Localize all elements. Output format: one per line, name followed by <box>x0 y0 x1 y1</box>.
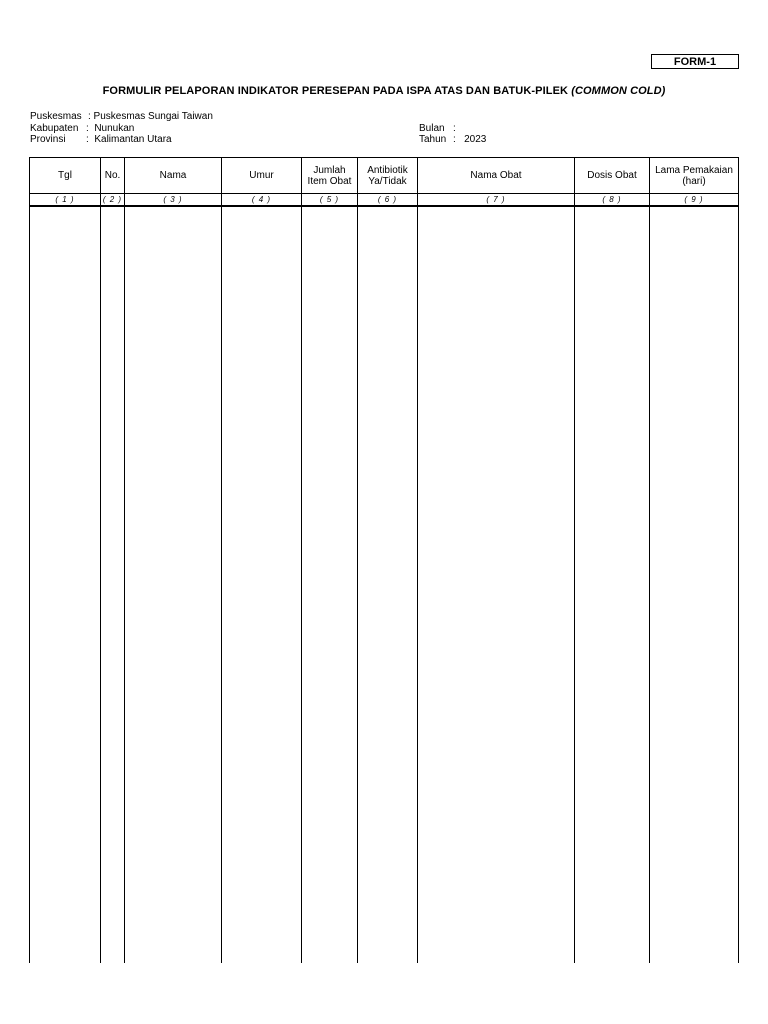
col-header-tgl: Tgl <box>30 158 101 194</box>
lama-pemakaian-line1: Lama Pemakaian <box>655 164 733 176</box>
column-number-row <box>30 194 739 207</box>
lama-pemakaian-line2: (hari) <box>682 175 706 187</box>
col-number-2: ( 2 ) <box>101 194 125 207</box>
table-cell[interactable] <box>222 206 302 963</box>
col-number-3: ( 3 ) <box>125 194 222 207</box>
col-number-7: ( 7 ) <box>418 194 575 207</box>
col-header-nama: Nama <box>125 158 222 194</box>
col-header-no: No. <box>101 158 125 194</box>
table-cell[interactable] <box>30 206 101 963</box>
tahun-value: : 2023 <box>453 134 487 145</box>
col-number-8: ( 8 ) <box>575 194 650 207</box>
antibiotik-line2: Ya/Tidak <box>368 175 407 187</box>
col-number-4: ( 4 ) <box>222 194 302 207</box>
kabupaten-label: Kabupaten <box>30 123 79 134</box>
provinsi-row <box>30 134 172 146</box>
table-body-row <box>30 206 739 963</box>
table-cell[interactable] <box>358 206 418 963</box>
puskesmas-value: : Puskesmas Sungai Taiwan <box>88 111 213 122</box>
col-number-5: ( 5 ) <box>302 194 358 207</box>
jumlah-item-obat-line2: Item Obat <box>307 175 352 187</box>
puskesmas-row <box>30 111 213 123</box>
table-cell[interactable] <box>418 206 575 963</box>
bulan-label: Bulan <box>419 123 445 134</box>
tahun-label: Tahun <box>419 134 447 145</box>
puskesmas-label: Puskesmas <box>30 111 82 122</box>
col-number-6: ( 6 ) <box>358 194 418 207</box>
form-code-label: FORM-1 <box>673 55 717 68</box>
table-cell[interactable] <box>650 206 739 963</box>
col-number-9: ( 9 ) <box>650 194 739 207</box>
col-number-1: ( 1 ) <box>30 194 101 207</box>
col-header-umur: Umur <box>222 158 302 194</box>
table-header-row <box>30 158 739 194</box>
jumlah-item-obat-line1: Jumlah <box>313 164 346 176</box>
kabupaten-value: : Nunukan <box>86 123 135 134</box>
col-header-nama-obat: Nama Obat <box>418 158 575 194</box>
provinsi-value: : Kalimantan Utara <box>86 134 172 145</box>
antibiotik-line1: Antibiotik <box>367 164 408 176</box>
provinsi-label: Provinsi <box>30 134 66 145</box>
col-header-jumlah-item-obat <box>302 158 358 194</box>
tahun-row <box>419 134 486 146</box>
form-title-main: FORMULIR PELAPORAN INDIKATOR PERESEPAN PADA ISPA ATAS DAN BATUK-PILEK <box>102 85 572 97</box>
table-cell[interactable] <box>302 206 358 963</box>
col-header-lama-pemakaian <box>650 158 739 194</box>
report-table <box>29 157 739 963</box>
col-header-dosis-obat: Dosis Obat <box>575 158 650 194</box>
table-cell[interactable] <box>575 206 650 963</box>
col-header-antibiotik <box>358 158 418 194</box>
bulan-value: : <box>453 123 456 134</box>
table-cell[interactable] <box>125 206 222 963</box>
form-title-italic: (COMMON COLD) <box>571 85 666 97</box>
form-code-badge <box>651 54 739 69</box>
form-title <box>0 85 768 97</box>
table-cell[interactable] <box>101 206 125 963</box>
